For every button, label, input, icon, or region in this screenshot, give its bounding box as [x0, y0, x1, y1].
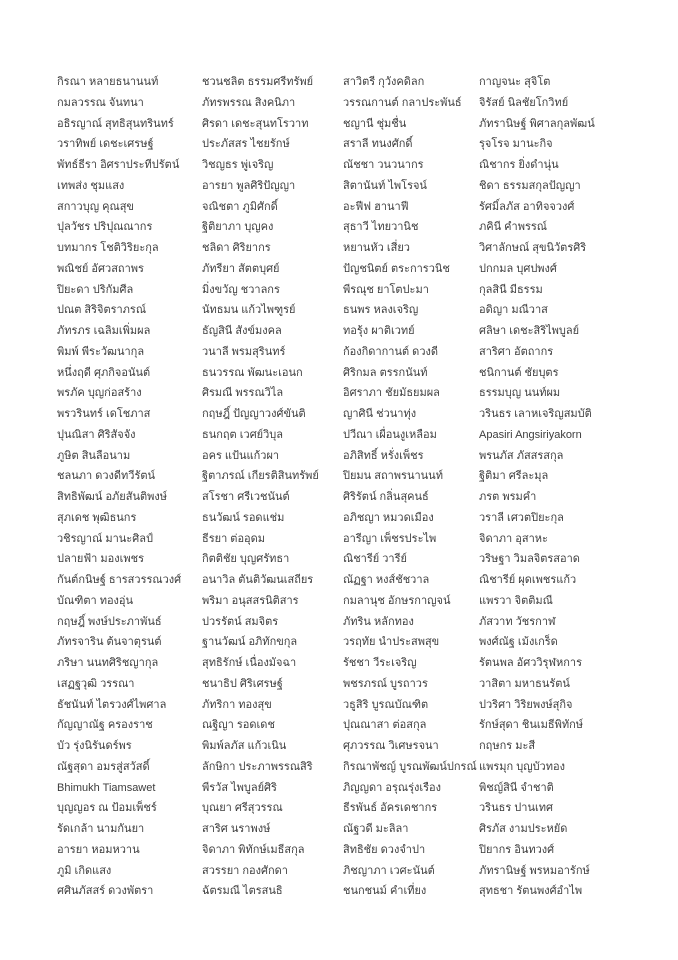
name-entry: ธรรมบุญ นนท์ผม — [479, 387, 561, 400]
name-entry: วราลี เศวตปิยะกุล — [479, 511, 564, 524]
name-entry: วาสิตา มหาธนรัตน์ — [479, 677, 570, 690]
name-entry: พงศ์ณัฐ เม้งเกร็ด — [479, 636, 558, 649]
name-entry: อารีญา เพ็ชรประไพ — [343, 532, 437, 545]
name-entry: ณัฐสุดา อมรสู่สวัสดิ์ — [57, 760, 150, 773]
name-entry: กิรณาพัชญ์ บูรณพัฒน์ปกรณ์ — [343, 760, 477, 773]
name-entry: รัตนพล อัศววิรุฬหการ — [479, 657, 582, 669]
name-entry: พิมพ์ พีระวัฒนากุล — [57, 345, 145, 358]
name-entry: Apasiri Angsiriyakorn — [479, 428, 582, 441]
name-entry: พีรวัส ไพบูลย์ศิริ — [202, 781, 277, 794]
name-entry: อารยา หอมหวาน — [57, 843, 140, 856]
name-entry: พิชญ์สินี จำชาติ — [479, 781, 554, 794]
name-entry: วริษฐา วิมลจิตรสอาด — [479, 553, 580, 566]
name-entry: ณัฐวดี มะลิลา — [343, 823, 409, 835]
name-entry: อนาวิล ตันติวัฒนเสถียร — [202, 574, 314, 586]
name-entry: ภูษิต สินลือนาม — [57, 449, 131, 462]
name-entry: พิมพ์ลภัส แก้วเนิน — [202, 740, 287, 752]
name-entry: จิดาภา พิทักษ์เมธีสกุล — [202, 843, 305, 856]
name-entry: พรวรินทร์ เดโชภาส — [57, 408, 151, 420]
name-entry: วราทิพย์ เดชะเศรษฐ์ — [57, 138, 154, 151]
name-entry: รุจโรจ มานะกิจ — [479, 138, 553, 151]
name-entry: ภัทรียา สัตตบุศย์ — [202, 262, 280, 275]
name-entry: บัว รุ่งนิรันดร์พร — [57, 740, 132, 752]
name-entry: อิศราภา ชัยมัธยมผล — [343, 387, 440, 400]
name-entry: สโรชา ศรีเวชนันต์ — [202, 491, 290, 503]
name-list — [57, 72, 658, 902]
name-entry: พชรภรณ์ บูรถาวร — [343, 677, 428, 690]
name-entry: ภัสวาท วัชรกาฬ — [479, 615, 556, 628]
name-entry: วิศาลักษณ์ สุขนิวัตรศิริ — [479, 242, 587, 254]
name-entry: กันต์กนิษฐ์ ธารสวรรณวงศ์ — [57, 574, 182, 586]
name-entry: ธีรพันธ์ อัครเดชากร — [343, 802, 438, 815]
name-entry: สวรรยา กองศักดา — [202, 864, 288, 877]
name-entry: พรภัค บุญก่อสร้าง — [57, 387, 142, 400]
name-entry: อดิญา มณีวาส — [479, 304, 548, 317]
name-entry: ฐิติยาภา บุญคง — [202, 221, 274, 234]
name-entry: อะฟีฟ ฮานาฟี — [343, 200, 409, 213]
name-entry: ภริษา นนทศิริชญากุล — [57, 657, 159, 669]
name-entry: ณิชารีย์ ผุดเพชรแก้ว — [479, 574, 577, 586]
name-entry: ปวริศา วิริยพงษ์สุกิจ — [479, 698, 573, 711]
name-entry: อภิสิทธิ์ หรั่งเพ็ชร — [343, 449, 424, 462]
name-entry: ชนาธิป ศิริเศรษฐ์ — [202, 677, 283, 690]
name-entry: วรรณกานต์ กลาประพันธ์ — [343, 96, 462, 109]
name-entry: กุลสินี มีธรรม — [479, 283, 543, 296]
name-entry: กัญญาณัฐ ครองราช — [57, 719, 153, 732]
name-entry: ชิดา ธรรมสกุลปัญญา — [479, 179, 581, 192]
name-entry: กาญจนะ สุจิโต — [479, 76, 551, 88]
name-entry: ศิรภัส งามประหยัด — [479, 823, 568, 835]
name-entry: รัศมิ์ลภัส อาทิจจวงศ์ — [479, 200, 575, 213]
name-entry: ประภัสสร ไชยรักษ์ — [202, 138, 290, 151]
name-entry: ธนวัฒน์ รอดแช่ม — [202, 511, 285, 524]
name-column-2 — [202, 72, 343, 902]
name-entry: ภูมิ เกิดแสง — [57, 864, 112, 877]
name-entry: พณิชย์ อัศวสถาพร — [57, 262, 144, 275]
name-entry: ศิริกมล ตรรกนันท์ — [343, 366, 428, 379]
name-entry: ปวีณา เผื่อนงูเหลือม — [343, 428, 437, 441]
name-entry: ญาศินี ช่วนาทุ่ง — [343, 408, 417, 420]
name-entry: หนึ่งฤดี ศุภกิจอนันต์ — [57, 366, 151, 379]
name-entry: กิรณา หลายธนานนท์ — [57, 76, 159, 88]
name-entry: ปิยมน สถาพรนานนท์ — [343, 470, 443, 483]
name-entry: ภัทริน หลักทอง — [343, 615, 414, 628]
name-entry: บุณยา ศรีสุวรรณ — [202, 802, 283, 815]
name-entry: ชลนภา ดวงดีทวีรัตน์ — [57, 470, 156, 483]
name-entry: เสฏฐวุฒิ วรรณา — [57, 677, 135, 690]
name-entry: ศิรดา เดชะสุนทโรวาท — [202, 117, 309, 130]
name-entry: ปุลวัชร ปริปุณณากร — [57, 221, 153, 234]
name-entry: วนาลี พรมสุรินทร์ — [202, 345, 286, 358]
name-entry: ชนกชนม์ คำเที่ยง — [343, 885, 427, 898]
name-entry: ปุณณาสา ต่อสกุล — [343, 719, 427, 732]
name-entry: ปุนณิสา ศิริสัจจัง — [57, 428, 136, 441]
name-entry: ฉัตรมณี ไตรสนธิ — [202, 885, 283, 898]
name-entry: วรินธร ปานเทศ — [479, 802, 553, 815]
name-entry: พรนภัส ภัสสรสกุล — [479, 449, 564, 462]
name-entry: ปกกมล บุศปพงศ์ — [479, 262, 557, 275]
name-entry: ชญานี ชุ่มชื่น — [343, 117, 407, 130]
name-entry: รัชชา วีระเจริญ — [343, 657, 417, 669]
name-column-1 — [57, 72, 202, 902]
name-entry: สุทธิรักษ์ เนื่องมัจฉา — [202, 657, 297, 669]
name-entry: นัทธมน แก้วไพฑูรย์ — [202, 304, 296, 317]
name-entry: ปิยะดา ปริกัมศีล — [57, 283, 134, 296]
name-entry: อธิรญาณ์ สุทธิสุนทรินทร์ — [57, 117, 174, 130]
name-entry: รัดเกล้า นามกันยา — [57, 823, 145, 835]
name-entry: กฤษกร มะสี — [479, 740, 536, 752]
name-entry: บุญญอร ณ ป้อมเพ็ชร์ — [57, 802, 157, 815]
name-entry: รักษ์สุดา ชินเมธีพิทักษ์ — [479, 719, 584, 732]
name-entry: ปลายฟ้า มองเพชร — [57, 553, 144, 566]
name-entry: แพรวา จิตติมณี — [479, 594, 553, 607]
name-entry: สาริศ นราพงษ์ — [202, 823, 271, 835]
name-entry: ศิริรัตน์ กลิ่นสุคนธ์ — [343, 491, 429, 503]
name-entry: ณัฏฐา หงส์ชัชวาล — [343, 574, 430, 586]
name-entry: วรินธร เลาหเจริญสมบัติ — [479, 408, 592, 420]
name-entry: หยานหัว เสี่ยว — [343, 242, 410, 254]
name-entry: สิทธิพัฒน์ อภัยสันติพงษ์ — [57, 491, 167, 503]
name-entry: สาวิตรี กุวังคดิลก — [343, 76, 425, 88]
name-entry: ทอรุ้ง ผาติเวทย์ — [343, 325, 415, 337]
name-entry: พริมา อนุสสรนิติสาร — [202, 594, 299, 607]
name-entry: ธนวรรณ พัฒนะเอนก — [202, 366, 303, 379]
name-entry: บัณฑิตา ทองอุ่น — [57, 594, 134, 607]
name-entry: กมลานุช อักษรกาญจน์ — [343, 594, 451, 607]
name-entry: ภัทรานิษฐ์ พรหมอารักษ์ — [479, 864, 590, 877]
name-entry: ชลิดา ศิริยากร — [202, 242, 271, 254]
name-entry: วิชญธร พู่เจริญ — [202, 159, 274, 171]
name-entry: ชวนชลิต ธรรมศรีทรัพย์ — [202, 76, 314, 88]
name-entry: ปณต สิริจิตราภรณ์ — [57, 304, 147, 317]
name-entry: จณิชตา ภูมิศักดิ์ — [202, 200, 278, 213]
name-entry: ภคินี คำพรรณ์ — [479, 221, 547, 234]
name-entry: สราลี ทนงศักดิ์ — [343, 138, 413, 151]
name-entry: ปิยากร อินทวงศ์ — [479, 843, 555, 856]
name-entry: สกาวบุญ คุณสุข — [57, 200, 134, 213]
name-entry: เทพส่ง ชุมแสง — [57, 179, 125, 192]
name-entry: ชนิกานต์ ชัยบุตร — [479, 366, 559, 379]
name-entry: ภัทรานิษฐ์ พิศาลกุลพัฒน์ — [479, 117, 595, 130]
name-entry: ศลิษา เดชะสิริไพบูลย์ — [479, 325, 580, 337]
name-entry: บทมากร โชติวิริยะกุล — [57, 242, 159, 254]
name-entry: ภรต พรมคำ — [479, 491, 537, 503]
name-entry: ก้องกิดากานต์ ดวงดี — [343, 345, 439, 358]
name-entry: วรฤทัย นำประสพสุข — [343, 636, 440, 649]
name-entry: ปัญชนิตย์ ตระการวนิช — [343, 262, 450, 275]
name-entry: Bhimukh Tiamsawet — [57, 781, 156, 794]
name-entry: ธีรยา ต่ออุดม — [202, 532, 266, 545]
name-entry: ลักษิกา ประภาพรรณสิริ — [202, 760, 313, 773]
name-entry: สาริศา อัตถากร — [479, 345, 554, 358]
name-entry: ณัชชา วนวนากร — [343, 159, 424, 171]
name-column-3 — [343, 72, 479, 902]
name-entry: วธูสิริ บูรณบัณฑิต — [343, 698, 429, 711]
name-entry: ศุภวรรณ วิเศษรจนา — [343, 740, 439, 752]
name-entry: ณิชากร ยิ่งดำนุ่น — [479, 159, 559, 171]
name-entry: ณฐิญา รอดเดช — [202, 719, 275, 732]
name-entry: จิรัสย์ นิลชัยโกวิทย์ — [479, 96, 569, 109]
name-entry: กฤษฎิ์ ปัญญาวงศ์ขันติ — [202, 408, 306, 420]
name-entry: อคร แป้นแก้วผา — [202, 449, 280, 462]
name-entry: ภัทรจาริน ต้นจาตุรนต์ — [57, 636, 162, 649]
name-entry: ณิชารีย์ วารีย์ — [343, 553, 407, 566]
name-entry: ธัชนันท์ ไตรวงศ์ไพศาล — [57, 698, 167, 711]
name-entry: ธนพร หลงเจริญ — [343, 304, 419, 317]
name-entry: ภัทรภร เฉลิมเพิ่มผล — [57, 325, 151, 337]
name-entry: ปวรรัตน์ สมจิตร — [202, 615, 279, 628]
name-entry: อภิชญา หมวดเมือง — [343, 511, 434, 524]
name-entry: สุภเดช พุฒิธนกร — [57, 511, 137, 524]
name-entry: ภิญญดา อรุณรุ่งเรือง — [343, 781, 442, 794]
name-entry: กฤษฎิ์ พงษ์ประภาพันธ์ — [57, 615, 162, 628]
name-entry: สุธาวี ไทยวานิช — [343, 221, 419, 234]
name-entry: ภัทริกา ทองสุข — [202, 698, 272, 711]
name-entry: กมลวรรณ จันทนา — [57, 96, 144, 109]
name-entry: ฐานวัฒน์ อภิทักขกุล — [202, 636, 298, 649]
name-entry: มิ่งขวัญ ชวาลกร — [202, 283, 280, 296]
name-entry: สุทธชา รัตนพงศ์อำไพ — [479, 885, 583, 898]
name-entry: ศิรมณี พรรณวิไล — [202, 387, 284, 400]
name-entry: อารยา พูลศิริปัญญา — [202, 179, 296, 192]
name-entry: ฐิติมา ศรีละมุล — [479, 470, 549, 483]
name-entry: พีรณุช ยาโตปะมา — [343, 283, 429, 296]
name-entry: ศศินภัสสร์ ดวงพัตรา — [57, 885, 154, 898]
name-entry: กิตติชัย บุญศรัทธา — [202, 553, 290, 566]
name-entry: ภัทรพรรณ สิงคนิภา — [202, 96, 296, 109]
name-entry: ธนกฤต เวศย์วิบุล — [202, 428, 284, 441]
name-entry: ธัญสินี สังข์มงคล — [202, 325, 282, 337]
name-entry: ฐิตาภรณ์ เกียรติสินทรัพย์ — [202, 470, 319, 483]
name-entry: สิทธิชัย ดวงจำปา — [343, 843, 426, 856]
name-entry: สิตานันท์ ไพโรจน์ — [343, 179, 427, 192]
name-entry: จิดาภา อุสาหะ — [479, 532, 548, 545]
name-entry: วชิรญาณ์ มานะศิลป์ — [57, 532, 153, 545]
name-column-4 — [479, 72, 639, 902]
name-entry: ภิชญาภา เวศะนันต์ — [343, 864, 435, 877]
name-entry: พัทธ์ธีรา อิศราประทีปรัตน์ — [57, 159, 180, 171]
name-entry: แพรมุก บุญบัวทอง — [479, 760, 565, 773]
